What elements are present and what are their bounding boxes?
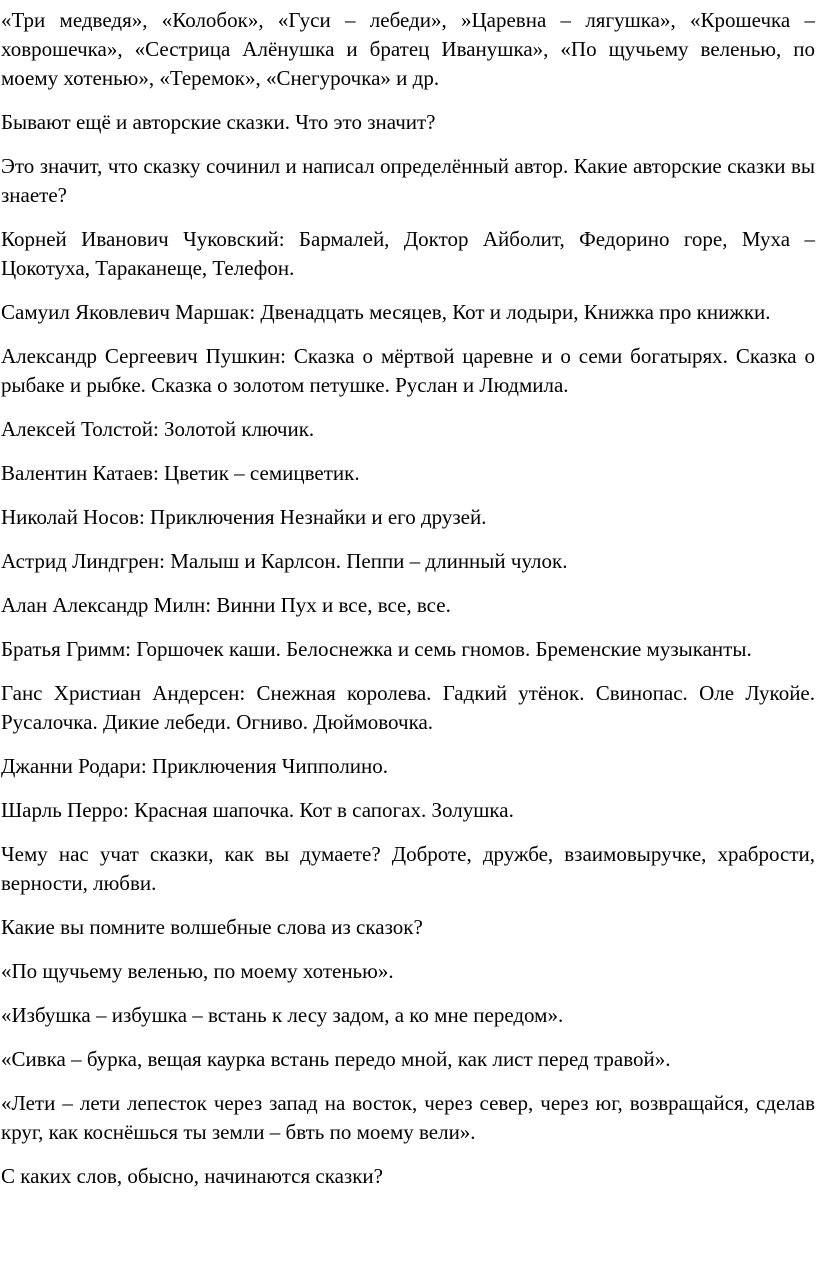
- paragraph-magic-words-sivka: «Сивка – бурка, вещая каурка встань передо мной, как лист перед травой».: [1, 1047, 671, 1071]
- paragraph-nosov: Николай Носов: Приключения Незнайки и его друзей.: [1, 505, 487, 529]
- paragraph-rodari: Джанни Родари: Приключения Чипполино.: [1, 754, 389, 778]
- paragraph-lessons: Чему нас учат сказки, как вы думаете? Доброте, дружбе, взаимовыручке, храбрости, верности, любви.: [1, 842, 815, 895]
- paragraph-milne: Алан Александр Милн: Винни Пух и все, все, все.: [1, 593, 451, 617]
- paragraph-lindgren: Астрид Линдгрен: Малыш и Карлсон. Пеппи – длинный чулок.: [1, 549, 568, 573]
- paragraph-author-tales-answer: Это значит, что сказку сочинил и написал определённый автор. Какие авторские сказки вы знаете?: [1, 154, 815, 207]
- paragraph-grimm: Братья Гримм: Горшочек каши. Белоснежка и семь гномов. Бременские музыканты.: [1, 637, 752, 661]
- paragraph-opening-words-question: С каких слов, обысно, начинаются сказки?: [1, 1164, 383, 1188]
- paragraph-perrault: Шарль Перро: Красная шапочка. Кот в сапогах. Золушка.: [1, 798, 514, 822]
- paragraph-magic-words-hut: «Избушка – избушка – встань к лесу задом, а ко мне передом».: [1, 1003, 564, 1027]
- paragraph-fairy-tale-list: «Три медведя», «Колобок», «Гуси – лебеди», »Царевна – лягушка», «Крошечка – ховрошечка», «Сестрица Алёнушка и братец Иванушка», «По щучьему веленью, по моему хотенью», «Теремок», «Снегурочка» и др.: [1, 8, 815, 90]
- paragraph-magic-words-pike: «По щучьему веленью, по моему хотенью».: [1, 959, 394, 983]
- paragraph-kataev: Валентин Катаев: Цветик – семицветик.: [1, 461, 360, 485]
- paragraph-andersen: Ганс Христиан Андерсен: Снежная королева. Гадкий утёнок. Свинопас. Оле Лукойе. Русалочка. Дикие лебеди. Огниво. Дюймовочка.: [1, 681, 815, 734]
- paragraph-chukovsky: Корней Иванович Чуковский: Бармалей, Доктор Айболит, Федорино горе, Муха – Цокотуха, Тараканеще, Телефон.: [1, 227, 815, 280]
- paragraph-marshak: Самуил Яковлевич Маршак: Двенадцать месяцев, Кот и лодыри, Книжка про книжки.: [1, 300, 771, 324]
- paragraph-tolstoy: Алексей Толстой: Золотой ключик.: [1, 417, 315, 441]
- paragraph-magic-words-petal: «Лети – лети лепесток через запад на восток, через север, через юг, возвращайся, сделав круг, как коснёшься ты земли – бвть по моему вели».: [1, 1091, 815, 1144]
- paragraph-author-tales-question: Бывают ещё и авторские сказки. Что это значит?: [1, 110, 436, 134]
- paragraph-pushkin: Александр Сергеевич Пушкин: Сказка о мёртвой царевне и о семи богатырях. Сказка о рыбаке и рыбке. Сказка о золотом петушке. Руслан и Людмила.: [1, 344, 815, 397]
- paragraph-magic-words-question: Какие вы помните волшебные слова из сказок?: [1, 915, 423, 939]
